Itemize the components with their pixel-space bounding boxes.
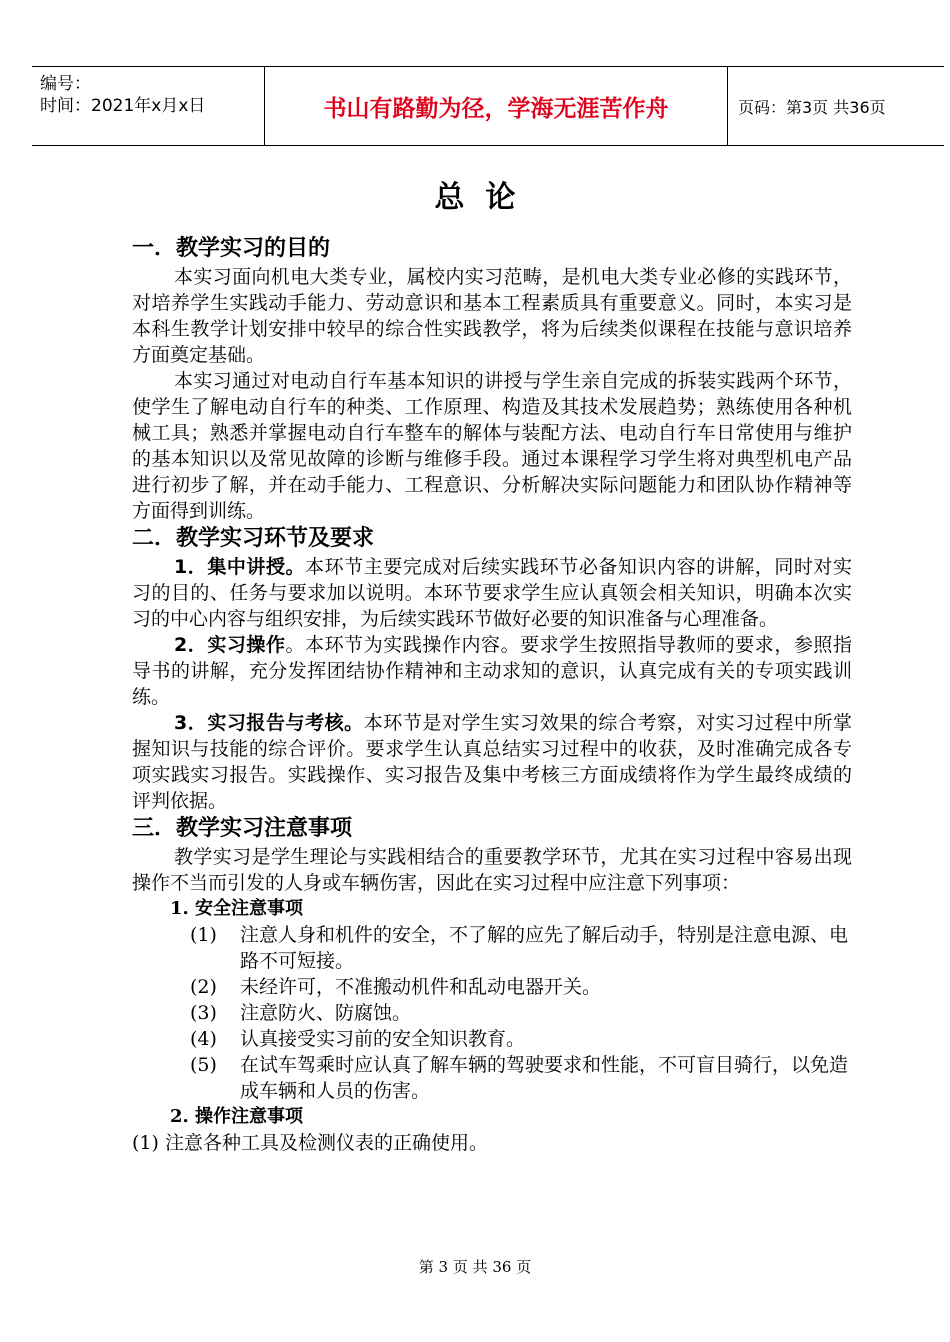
- header-motto: 书山有路勤为径，学海无涯苦作舟: [265, 67, 728, 145]
- paragraph: 本实习面向机电大类专业，属校内实习范畴，是机电大类专业必修的实践环节，对培养学生实践动手能力、劳动意识和基本工程素质具有重要意义。同时，本实习是本科生教学计划安排中较早的综合性实践教学，将为后续类似课程在技能与意识培养方面奠定基础。: [132, 266, 852, 366]
- requirement-lead: 1．集中讲授。: [174, 556, 306, 578]
- requirement-lead: 2．实习操作: [174, 634, 286, 656]
- list-number: (4): [190, 1028, 217, 1050]
- number-label: 编号：: [40, 74, 91, 94]
- requirement-item: [132, 554, 852, 632]
- section-heading-2: 二．教学实习环节及要求: [132, 526, 375, 551]
- requirement-text: 本环节主要完成对后续实践环节必备知识内容的讲解，同时对实习的目的、任务与要求加以说明。本环节要求学生应认真领会相关知识，明确本次实习的中心内容与组织安排，为后续实践环节做好必要的知识准备与心理准备。: [132, 556, 852, 630]
- document-header: [32, 66, 944, 146]
- page-footer: 第 3 页 共 36 页: [418, 1258, 532, 1276]
- section-heading-1: 一．教学实习的目的: [132, 236, 331, 261]
- time-label: 时间：2021年x月x日: [40, 96, 206, 116]
- requirement-item: [132, 632, 852, 710]
- requirement-text: 本环节是对学生实习效果的综合考察，对实习过程中所掌握知识与技能的综合评价。要求学生认真总结实习过程中的收获，及时准确完成各专项实践实习报告。实践操作、实习报告及集中考核三方面成绩将作为学生最终成绩的评判依据。: [132, 712, 852, 812]
- operation-subheading: 2. 操作注意事项: [170, 1106, 304, 1127]
- list-text: 认真接受实习前的安全知识教育。: [240, 1028, 526, 1050]
- safety-subheading: 1. 安全注意事项: [170, 898, 304, 919]
- requirement-item: [132, 710, 852, 814]
- list-text: 注意人身和机件的安全，不了解的应先了解后动手，特别是注意电源、电路不可短接。: [240, 924, 849, 972]
- list-text: 注意防火、防腐蚀。: [240, 1002, 412, 1024]
- section-heading-3: 三．教学实习注意事项: [132, 816, 353, 841]
- list-number: (2): [190, 976, 217, 998]
- header-page-info: 页码：第3页 共36页: [738, 97, 886, 117]
- list-item: [190, 974, 852, 1000]
- document-body: [132, 234, 852, 1156]
- requirement-text: 。本环节为实践操作内容。要求学生按照指导教师的要求，参照指导书的讲解，充分发挥团结协作精神和主动求知的意识，认真完成有关的专项实践训练。: [132, 634, 852, 708]
- requirement-lead: 3．实习报告与考核。: [174, 712, 364, 734]
- paragraph: 教学实习是学生理论与实践相结合的重要教学环节，尤其在实习过程中容易出现操作不当而引发的人身或车辆伤害，因此在实习过程中应注意下列事项：: [132, 846, 852, 894]
- list-text: 在试车驾乘时应认真了解车辆的驾驶要求和性能，不可盲目骑行，以免造成车辆和人员的伤害。: [240, 1054, 849, 1102]
- list-number: (3): [190, 1002, 217, 1024]
- header-meta-cell: [32, 67, 265, 145]
- operation-item: (1) 注意各种工具及检测仪表的正确使用。: [132, 1132, 488, 1154]
- list-item: [190, 922, 852, 974]
- list-text: 未经许可，不准搬动机件和乱动电器开关。: [240, 976, 602, 998]
- list-number: (1): [190, 924, 217, 946]
- paragraph: 本实习通过对电动自行车基本知识的讲授与学生亲自完成的拆装实践两个环节，使学生了解电动自行车的种类、工作原理、构造及其技术发展趋势；熟练使用各种机械工具；熟悉并掌握电动自行车整车的解体与装配方法、电动自行车日常使用与维护的基本知识以及常见故障的诊断与维修手段。通过本课程学习学生将对典型机电产品进行初步了解，并在动手能力、工程意识、分析解决实际问题能力和团队协作精神等方面得到训练。: [132, 370, 852, 522]
- list-number: (5): [190, 1054, 217, 1076]
- list-item: [190, 1052, 852, 1104]
- page-title: 总 论: [434, 180, 516, 215]
- list-item: [190, 1000, 852, 1026]
- list-item: [190, 1026, 852, 1052]
